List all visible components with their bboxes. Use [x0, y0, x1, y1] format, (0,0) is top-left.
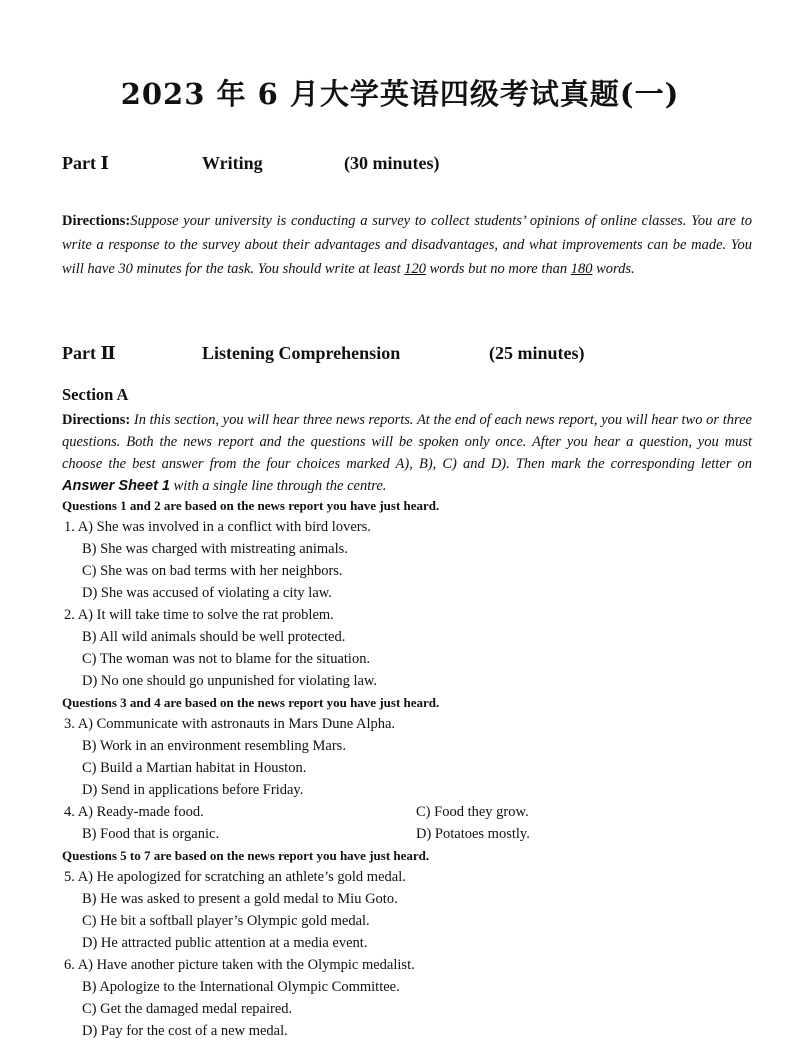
q4-option-b: B) Food that is organic.	[82, 826, 220, 842]
part-1-name: Writing	[202, 153, 263, 173]
part-2-label: Part Ⅱ	[62, 343, 116, 363]
directions-text: words but no more than	[425, 261, 571, 277]
part-2-name: Listening Comprehension	[202, 343, 401, 363]
q5-option-c: C) He bit a softball player’s Olympic gold medal.	[82, 913, 370, 929]
q1-option-d: D) She was accused of violating a city law.	[82, 585, 332, 601]
part-1-directions	[62, 209, 752, 281]
q3-option-b: B) Work in an environment resembling Mars.	[82, 738, 346, 754]
directions-label: Directions:	[62, 412, 131, 428]
part-1-label: Part Ⅰ	[62, 153, 109, 173]
q4-option-d: D) Potatoes mostly.	[416, 826, 530, 842]
q6-option-b: B) Apologize to the International Olympic Committee.	[82, 979, 400, 995]
min-words: 120	[404, 261, 426, 277]
q2-option-c: C) The woman was not to blame for the situation.	[82, 651, 371, 667]
directions-text: words.	[592, 261, 635, 277]
q3-option-d: D) Send in applications before Friday.	[82, 782, 304, 798]
q1-option-c: C) She was on bad terms with her neighbors.	[82, 563, 343, 579]
q1-option-a: 1. A) She was involved in a conflict with bird lovers.	[64, 519, 371, 535]
question-group-header: Questions 5 to 7 are based on the news report you have just heard.	[62, 848, 430, 863]
q2-option-d: D) No one should go unpunished for violating law.	[82, 673, 378, 689]
q5-option-b: B) He was asked to present a gold medal to Miu Goto.	[82, 891, 398, 907]
max-words: 180	[570, 261, 593, 277]
directions-text: with a single line through the centre.	[170, 478, 387, 494]
q6-option-c: C) Get the damaged medal repaired.	[82, 1001, 293, 1017]
question-group-header: Questions 1 and 2 are based on the news report you have just heard.	[62, 498, 440, 513]
q5-option-d: D) He attracted public attention at a media event.	[82, 935, 368, 951]
section-title: Section A	[62, 385, 129, 404]
q4-option-c: C) Food they grow.	[416, 804, 529, 820]
q1-option-b: B) She was charged with mistreating animals.	[82, 541, 348, 557]
q4-option-a: 4. A) Ready-made food.	[64, 804, 204, 820]
q3-option-a: 3. A) Communicate with astronauts in Mars Dune Alpha.	[64, 716, 396, 732]
question-group-header: Questions 3 and 4 are based on the news report you have just heard.	[62, 695, 440, 710]
directions-text: In this section, you will hear three news reports. At the end of each news report, you will hear two or three questions. Both the news report and the questions will be spoken only once. After you hear a question, you must choose the best answer from the four choices marked A), B), C) and D). Then mark the corresponding letter on	[62, 412, 752, 472]
answer-sheet-ref: Answer Sheet 1	[62, 478, 170, 494]
part-2-directions	[62, 409, 752, 497]
q5-option-a: 5. A) He apologized for scratching an athlete’s gold medal.	[64, 869, 406, 885]
q6-option-a: 6. A) Have another picture taken with the Olympic medalist.	[64, 957, 415, 973]
q2-option-a: 2. A) It will take time to solve the rat problem.	[64, 607, 334, 623]
directions-text: Suppose your university is conducting a survey to collect students’ opinions of online classes. You are to write a response to the survey about their advantages and disadvantages, and what improvements can be made. You will have 30 minutes for the task. You should write at least	[62, 213, 752, 277]
part-1-time: (30 minutes)	[344, 153, 440, 173]
q6-option-d: D) Pay for the cost of a new medal.	[82, 1023, 288, 1039]
q2-option-b: B) All wild animals should be well protected.	[82, 629, 346, 645]
q3-option-c: C) Build a Martian habitat in Houston.	[82, 760, 307, 776]
directions-label: Directions:	[62, 213, 131, 229]
part-2-time: (25 minutes)	[489, 343, 585, 363]
page-title: 2023 年 6 月大学英语四级考试真题(一)	[120, 77, 680, 111]
